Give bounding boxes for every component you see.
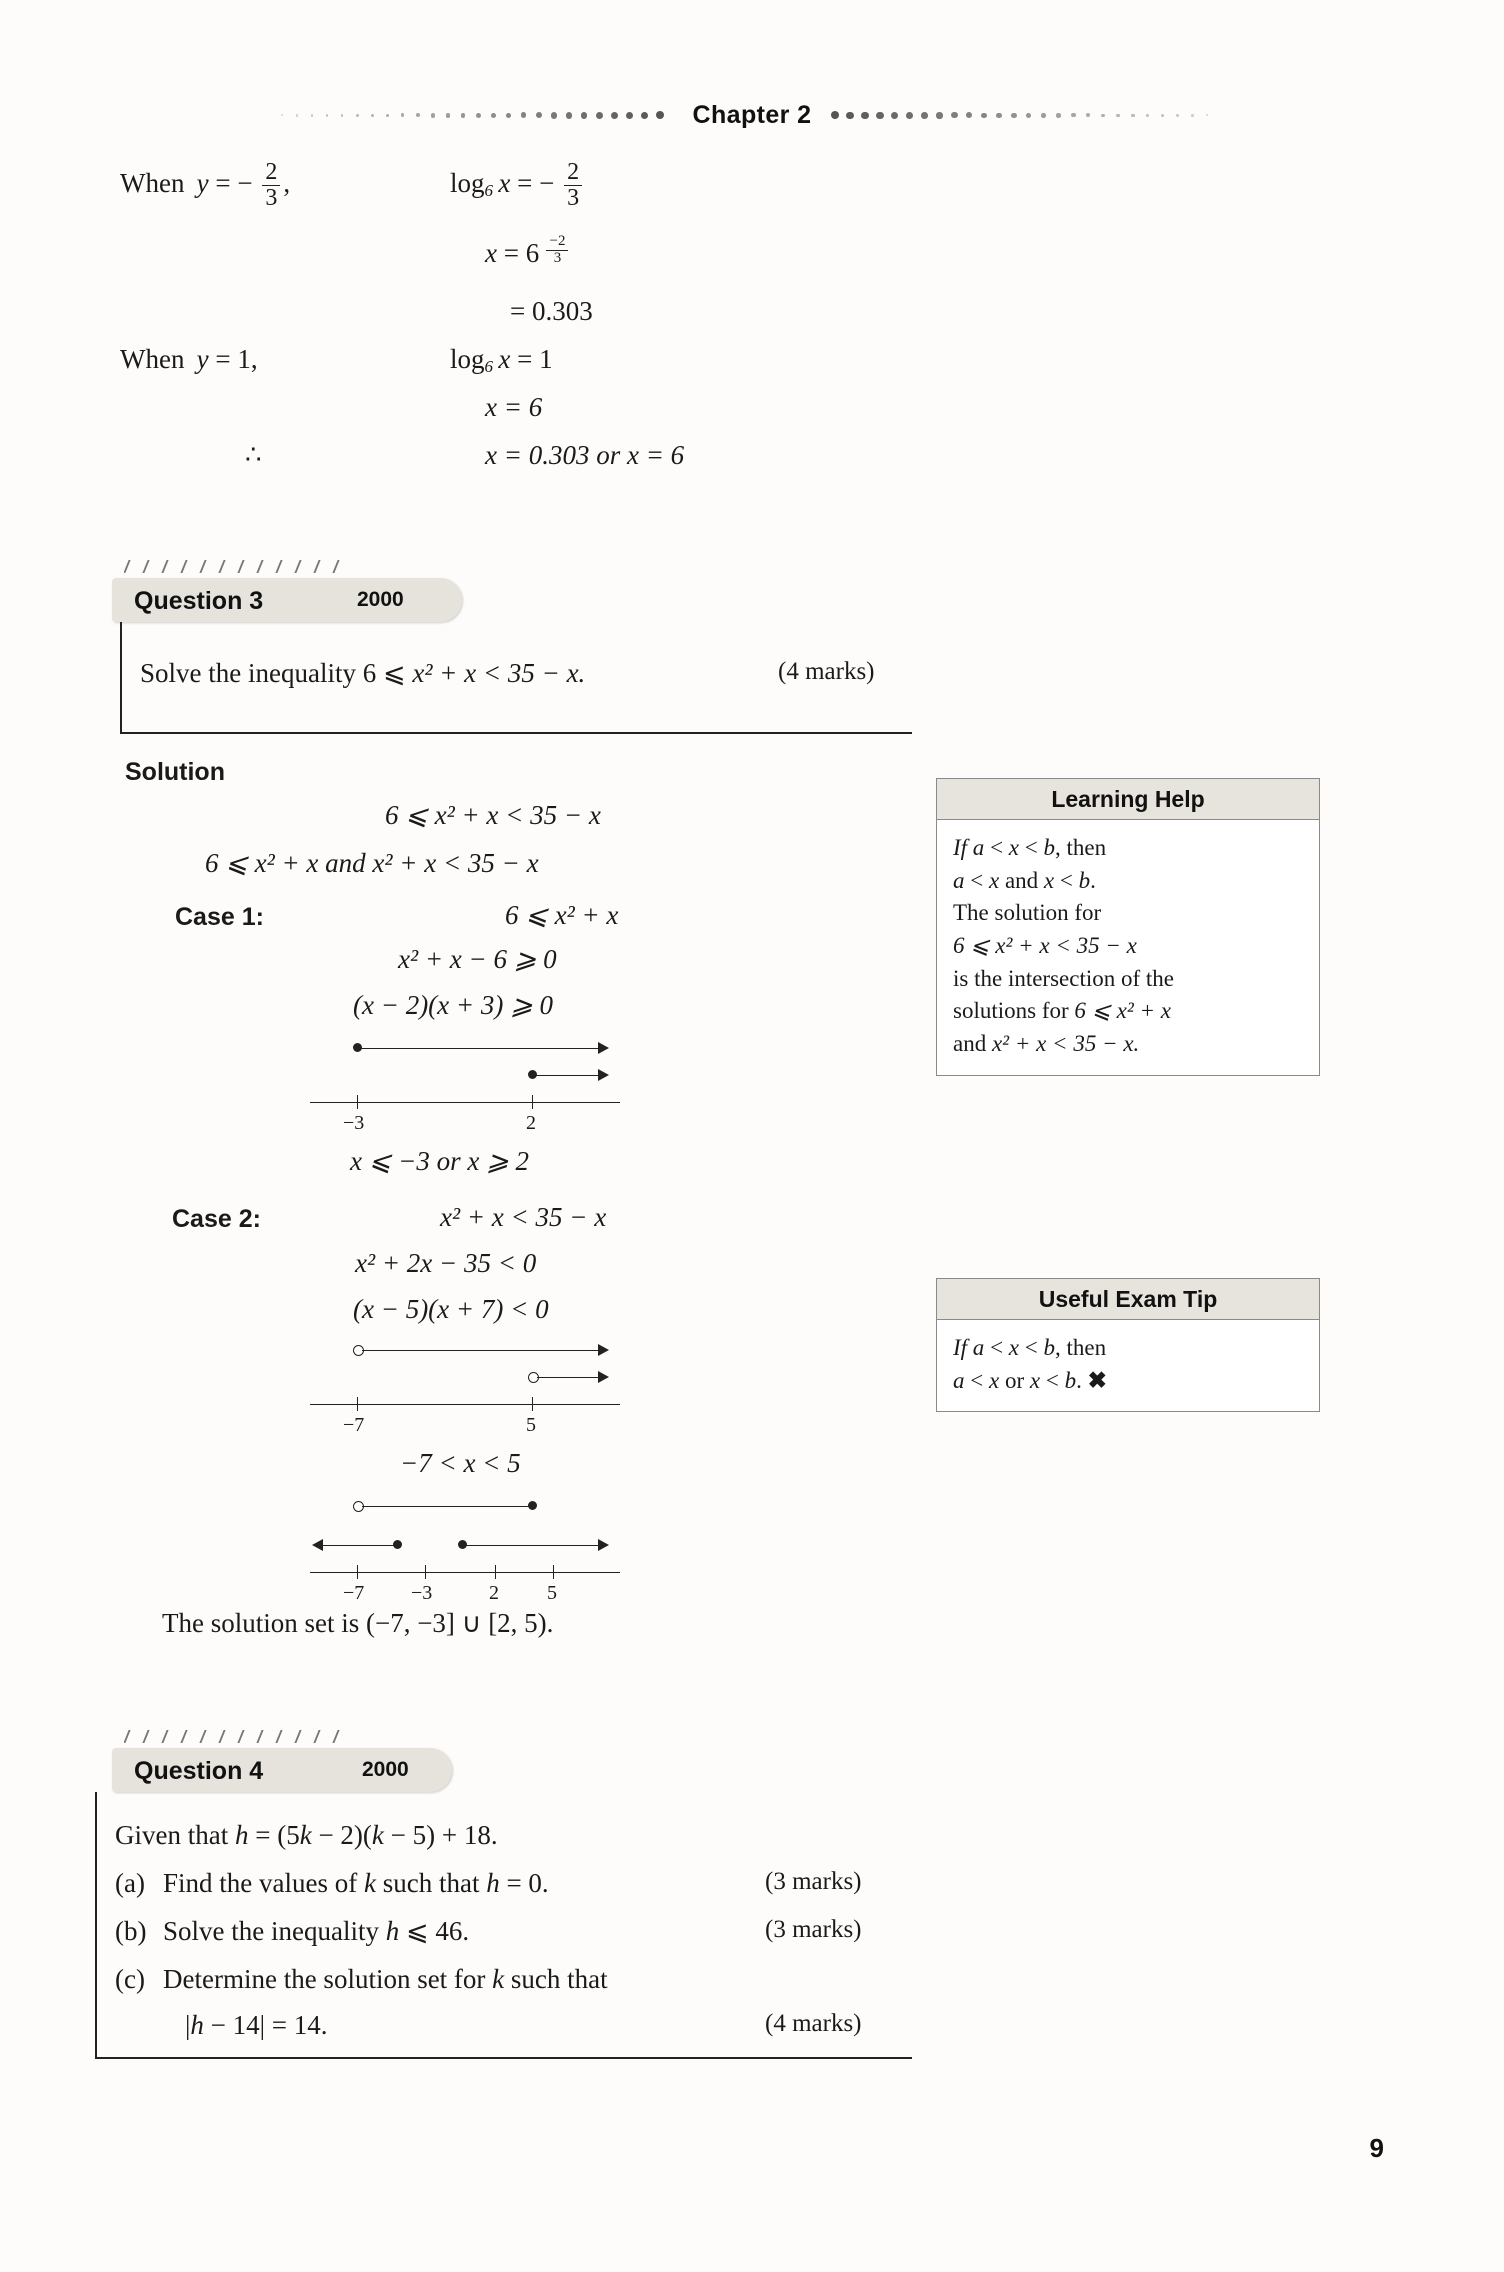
learning-help-body: [936, 819, 1320, 1076]
case2-label: Case 2:: [172, 1205, 261, 1233]
solution-line-2: 6 ⩽ x² + x and x² + x < 35 − x: [205, 848, 539, 878]
exam-tip-line-1: If a < x < b, then: [953, 1335, 1107, 1360]
question4-stem: Given that h = (5k − 2)(k − 5) + 18.: [115, 1820, 498, 1850]
work-line-3: [120, 296, 940, 344]
solution-heading: Solution: [125, 758, 225, 786]
case2-tick-left: [357, 1397, 358, 1411]
work-line-2-expr: x = 6 $^{\frac{-2}{3}}$: [485, 234, 571, 269]
case1-tick-left: [357, 1095, 358, 1109]
combined-tick-1: [357, 1565, 358, 1579]
case2-line-2: x² + 2x − 35 < 0: [355, 1248, 537, 1278]
combined-tick-2: [425, 1565, 426, 1579]
case1-number-line: [300, 1032, 700, 1134]
work-line-3-expr: = 0.303: [510, 296, 593, 326]
learning-help-line-6: solutions for 6 ⩽ x² + x: [953, 998, 1171, 1024]
fraction-two-thirds-a: $\frac{2}{3}$: [262, 160, 280, 211]
header-dots-left: [277, 108, 677, 122]
case1-ray-upper: [358, 1048, 600, 1049]
question4-item-a-tag: (a): [115, 1868, 145, 1898]
page-number: 9: [1369, 2133, 1384, 2163]
exam-tip-note: [936, 1278, 1320, 1412]
learning-help-line-7: and x² + x < 35 − x.: [953, 1030, 1140, 1056]
combined-ray-right: [463, 1545, 600, 1546]
combined-tick-label-1: −7: [343, 1582, 365, 1604]
combined-tick-4: [553, 1565, 554, 1579]
case2-number-line: [300, 1334, 700, 1436]
learning-help-line-4: 6 ⩽ x² + x < 35 − x: [953, 932, 1137, 958]
question4-item-b-marks: (3 marks): [765, 1916, 862, 1943]
work-line-4-expr: $\log_6 x = 1$: [450, 344, 553, 376]
question3-label: Question 3: [134, 587, 264, 615]
case1-arrow-upper: [598, 1042, 609, 1054]
combined-tick-label-4: 5: [547, 1582, 557, 1604]
question3-banner: [112, 578, 462, 622]
case2-tick-label-left: −7: [343, 1414, 365, 1436]
question3-perforation: [124, 558, 354, 574]
learning-help-line-5: is the intersection of the: [953, 965, 1174, 991]
combined-closed-dot-mid: [393, 1540, 402, 1549]
work-line-2: [120, 234, 940, 296]
when-label-1: When: [120, 167, 185, 198]
work-line-1: [120, 160, 940, 234]
case2-line-1: x² + x < 35 − x: [440, 1202, 607, 1232]
work-line-5-expr: x = 6: [485, 392, 543, 422]
case2-ray-upper: [362, 1350, 600, 1351]
case2-arrow-upper: [598, 1344, 609, 1356]
question4-year: 2000: [362, 1758, 409, 1781]
solution-conclusion: The solution set is (−7, −3] ∪ [2, 5).: [162, 1608, 554, 1638]
exam-tip-body: [936, 1319, 1320, 1412]
work-line-4-lead: When y = 1,: [120, 344, 258, 374]
work-line-1-lead: When y = − $\frac{2}{3}$ ,: [120, 159, 291, 212]
question3-text: Solve the inequality 6 ⩽ x² + x < 35 − x.: [140, 658, 586, 688]
learning-help-note: [936, 778, 1320, 1076]
question4-item-c-marks: (4 marks): [765, 2010, 862, 2037]
case2-tick-right: [532, 1397, 533, 1411]
question4-label: Question 4: [134, 1757, 264, 1785]
case2-line-3: (x − 5)(x + 7) < 0: [353, 1294, 549, 1324]
case1-tick-label-right: 2: [526, 1112, 536, 1134]
exam-tip-line-2: a < x or x < b. ✖: [953, 1367, 1107, 1393]
question3-marks: (4 marks): [778, 658, 875, 685]
combined-tick-label-3: 2: [489, 1582, 499, 1604]
learning-help-line-2: a < x and x < b.: [953, 867, 1096, 893]
case1-tick-label-left: −3: [343, 1112, 365, 1134]
question4-item-c-tag: (c): [115, 1964, 145, 1994]
fraction-two-thirds-b: $\frac{2}{3}$: [564, 160, 582, 211]
exam-tip-cross-icon: ✖: [1087, 1367, 1107, 1393]
question3-math: x² + x < 35 − x.: [412, 658, 586, 688]
combined-segment: [362, 1506, 532, 1507]
solution-line-1: 6 ⩽ x² + x < 35 − x: [385, 800, 601, 830]
combined-arrow-right: [598, 1539, 609, 1551]
case2-arrow-lower: [598, 1371, 609, 1383]
question4-item-a-text: Find the values of k such that h = 0.: [163, 1868, 549, 1898]
case1-tick-right: [532, 1095, 533, 1109]
therefore-symbol: ∴: [245, 440, 262, 469]
question4-perforation: [124, 1728, 354, 1744]
combined-tick-label-2: −3: [411, 1582, 433, 1604]
work-line-4: [120, 344, 940, 392]
chapter-header: [0, 100, 1504, 130]
header-dots-right: [827, 108, 1227, 122]
question4-item-b-text: Solve the inequality h ⩽ 46.: [163, 1916, 470, 1946]
question4-item-a-marks: (3 marks): [765, 1868, 862, 1895]
exam-tip-title: Useful Exam Tip: [936, 1278, 1320, 1319]
combined-closed-dot-right: [528, 1501, 537, 1510]
work-line-5: [120, 392, 940, 440]
case2-result: −7 < x < 5: [400, 1448, 521, 1478]
work-line-1-expr: $\log_6 x$ = − $\frac{2}{3}$: [450, 160, 585, 211]
case1-line-1: 6 ⩽ x² + x: [505, 900, 619, 930]
learning-help-title: Learning Help: [936, 778, 1320, 819]
question3-year: 2000: [357, 588, 404, 611]
question4-item-c-text: Determine the solution set for k such that: [163, 1964, 608, 1994]
work-line-6: [120, 440, 940, 488]
fraction-exponent: −2 3: [546, 234, 568, 267]
question4-item-b-tag: (b): [115, 1916, 147, 1946]
case1-line-2: x² + x − 6 ⩾ 0: [398, 944, 557, 974]
work-line-6-expr: x = 0.303 or x = 6: [485, 440, 685, 470]
learning-help-line-1: If a < x < b, then: [953, 835, 1107, 860]
case2-ray-lower: [537, 1377, 600, 1378]
question4-item-c-text2: |h − 14| = 14.: [185, 2010, 328, 2040]
case2-tick-label-right: 5: [526, 1414, 536, 1436]
top-worked-block: [120, 160, 940, 488]
question4-banner: [112, 1748, 452, 1792]
combined-number-line: [300, 1490, 700, 1604]
combined-ray-left: [322, 1545, 397, 1546]
case1-result: x ⩽ −3 or x ⩾ 2: [350, 1146, 529, 1176]
combined-tick-3: [495, 1565, 496, 1579]
learning-help-line-3: The solution for: [953, 900, 1102, 926]
case1-line-3: (x − 2)(x + 3) ⩾ 0: [353, 990, 553, 1020]
chapter-title: Chapter 2: [692, 100, 812, 129]
case1-arrow-lower: [598, 1069, 609, 1081]
case1-label: Case 1:: [175, 903, 264, 931]
case1-ray-lower: [533, 1075, 600, 1076]
